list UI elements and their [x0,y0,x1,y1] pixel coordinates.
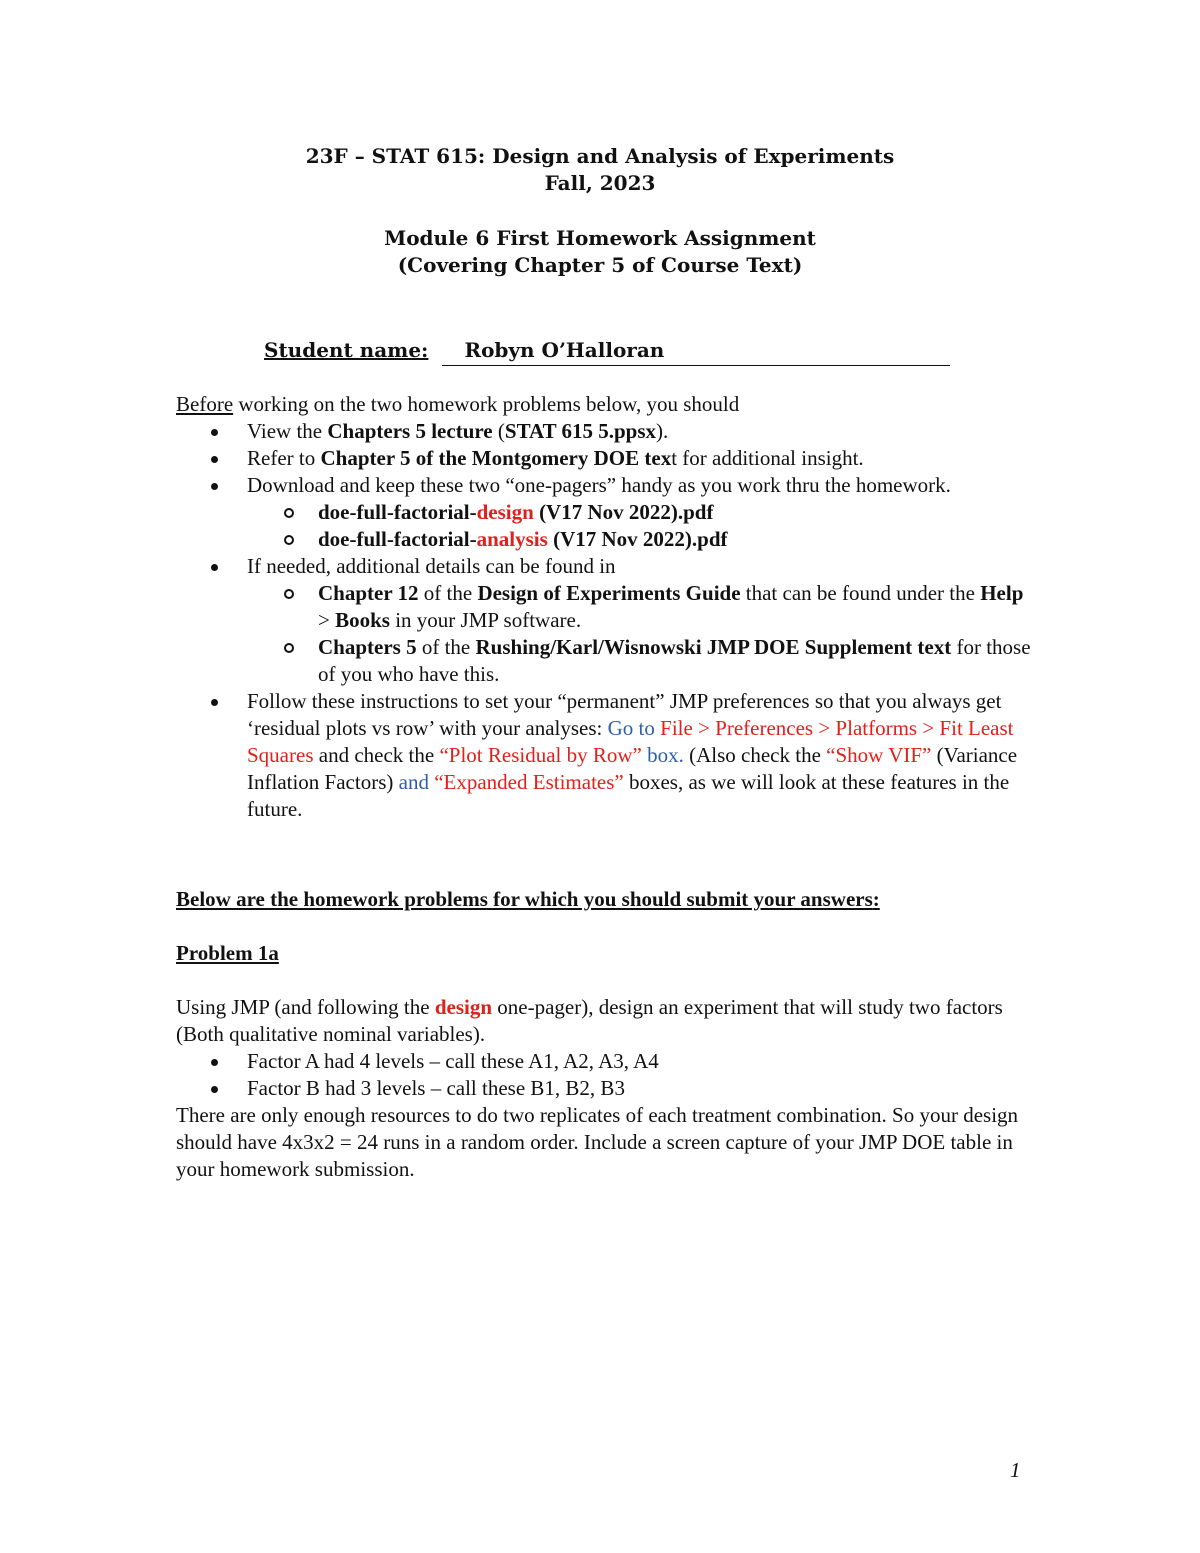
bullet-text: of the [418,581,478,605]
bullet-text: (Variance Inflation Factors) [247,743,1018,794]
student-name-row [264,335,950,366]
before-word: Before [176,392,234,416]
file-name-part: doe-full-factorial- [318,500,477,524]
file-name-part: doe-full-factorial- [318,527,477,551]
bullet-dot-icon [211,699,218,706]
bullet-text: Refer to [247,446,321,470]
bullet-text: in your JMP software. [389,608,582,632]
bullet-dot-icon [211,429,218,436]
sub-bullet-ring-icon [284,508,294,518]
bullet-bold: Books [335,608,390,632]
factor-item [176,1075,1036,1102]
intro-rest: working on the two homework problems below, you should [233,392,740,416]
bullet-dot-icon [211,483,218,490]
bullet-text: boxes, as we will look at these features in the future. [247,770,1010,821]
bullet-dot-icon [211,1059,218,1066]
page-number: 1 [1010,1458,1021,1482]
bullet-bold: Help [980,581,1024,605]
bullet-text: t for additional insight. [671,446,864,470]
problem-text: one-pager), design an experiment that will study two factors (Both qualitative nominal variables). [176,995,1003,1046]
bullet-item [176,445,1036,472]
bullet-text: ). [656,419,669,443]
problems-intro-heading [176,886,880,913]
problem-heading: Problem 1a [176,941,279,965]
bullet-bold: Chapters 5 [318,635,417,659]
intro-paragraph [176,391,1026,418]
student-name-field [442,335,950,366]
option-name-text: “Plot Residual by Row” [439,743,642,767]
bullet-dot-icon [211,1086,218,1093]
factor-a-text: Factor A had 4 levels – call these A1, A2, A3, A4 [247,1049,659,1073]
bullet-blue-text: and [398,770,435,794]
course-line: 23F – STAT 615: Design and Analysis of Experiments [305,144,895,168]
problem-highlight: design [434,995,492,1019]
assignment-heading [0,225,1200,279]
sub-bullet-item [176,580,1036,634]
bullet-text: for those of you who have this. [318,635,1031,686]
sub-bullet-item [176,526,1036,553]
problem-paragraph [176,994,1026,1048]
bullet-item [176,553,1036,580]
file-name-part: (V17 Nov 2022).pdf [547,527,728,551]
sub-bullet-ring-icon [284,589,294,599]
bullet-text: of the [416,635,476,659]
bullet-item [176,418,1036,445]
factor-bullets [176,1048,1036,1102]
student-name-value: Robyn O’Halloran [464,338,665,362]
assignment-title: Module 6 First Homework Assignment [384,226,816,250]
course-title [0,143,1200,197]
bullet-bold: STAT 615 5.ppsx [504,419,657,443]
problem-text: Using JMP (and following the [176,995,435,1019]
bullet-bold: Rushing/Karl/Wisnowski JMP DOE Supplement text [475,635,952,659]
assignment-subtitle: (Covering Chapter 5 of Course Text) [397,253,803,277]
bullet-blue-text: Go to [607,716,661,740]
file-name-highlight: analysis [476,527,548,551]
problems-intro-text: Below are the homework problems for which you should submit your answers [176,887,873,911]
sub-bullet-item [176,499,1036,526]
file-name-part: (V17 Nov 2022).pdf [533,500,714,524]
bullet-text: ( [492,419,505,443]
bullet-item [176,688,1036,823]
bullet-text: If needed, additional details can be found in [247,554,616,578]
bullet-bold: Chapter 12 [318,581,419,605]
bullet-text: that can be found under the [740,581,981,605]
bullet-dot-icon [211,456,218,463]
bullet-text: and check the [313,743,440,767]
option-name-text: “Show VIF” [826,743,932,767]
student-name-label: Student name: [264,338,429,362]
option-name-text: “Expanded Estimates” [434,770,624,794]
sub-bullet-ring-icon [284,643,294,653]
factor-item [176,1048,1036,1075]
problem-paragraph-2: There are only enough resources to do two replicates of each treatment combination. So your design should have 4x3x2 = 24 runs in a random order. Include a screen capture of your JMP DOE table in your homework submission. [176,1103,1019,1181]
bullet-text: View the [247,419,328,443]
instruction-bullets [176,418,1036,823]
bullet-blue-text: box. [641,743,684,767]
bullet-bold: Chapters 5 lecture [327,419,493,443]
bullet-bold: Design of Experiments Guide [477,581,741,605]
bullet-text: (Also check the [683,743,827,767]
sub-bullet-item [176,634,1036,688]
file-name-highlight: design [476,500,534,524]
bullet-text: > [318,608,336,632]
sub-bullet-ring-icon [284,535,294,545]
bullet-text: Download and keep these two “one-pagers” handy as you work thru the homework. [247,473,951,497]
problems-intro-colon: : [872,887,880,911]
bullet-bold: Chapter 5 of the Montgomery DOE tex [320,446,672,470]
bullet-text: Follow these instructions to set your “permanent” JMP preferences so that you always get ‘residual plots vs row’ with your analyses: [247,689,1002,740]
term-line: Fall, 2023 [544,171,656,195]
menu-path-text: File > Preferences > Platforms > Fit Least Squares [247,716,1014,767]
bullet-dot-icon [211,564,218,571]
bullet-item [176,472,1036,499]
factor-b-text: Factor B had 3 levels – call these B1, B2, B3 [247,1076,625,1100]
